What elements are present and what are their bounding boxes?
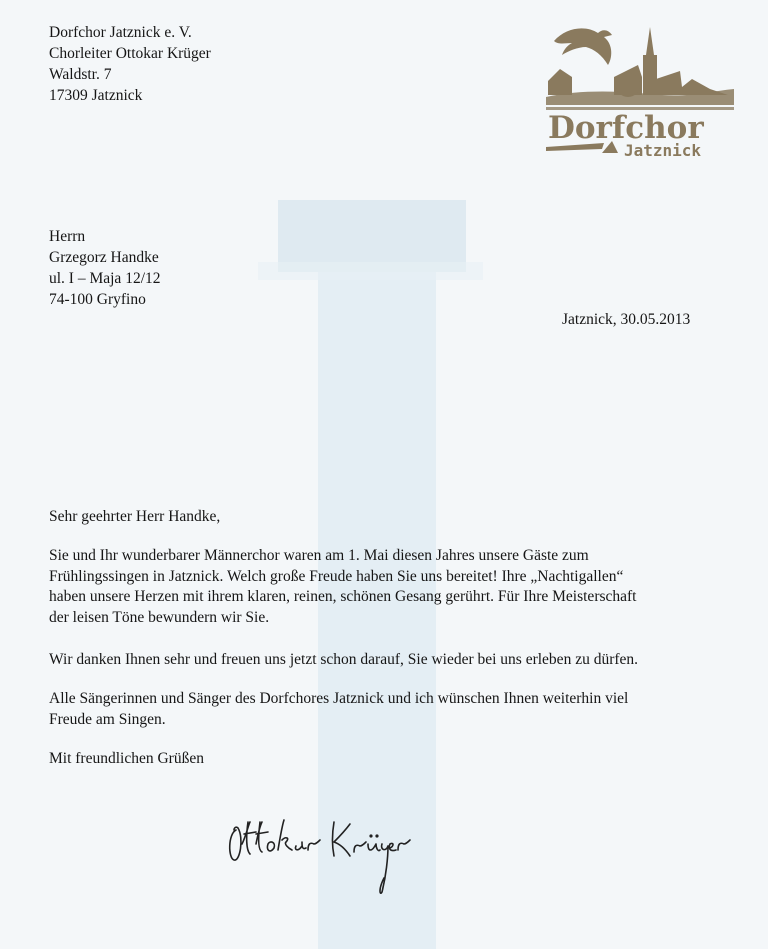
body-paragraph — [49, 689, 729, 730]
body-line: Sie und Ihr wunderbarer Männerchor waren am 1. Mai diesen Jahres unsere Gäste zum — [49, 547, 589, 564]
sender-line: Chorleiter Ottokar Krüger — [49, 45, 211, 62]
signature — [222, 816, 412, 900]
sender-line: Dorfchor Jatznick e. V. — [49, 24, 192, 41]
sender-address — [49, 22, 211, 106]
closing: Mit freundlichen Grüßen — [49, 750, 204, 767]
body-line: Alle Sängerinnen und Sänger des Dorfchores Jatznick und ich wünschen Ihnen weiterhin viel — [49, 690, 629, 707]
body-line: der leisen Töne bewundern wir Sie. — [49, 608, 270, 626]
body-line: Wir danken Ihnen sehr und freuen uns jetzt schon darauf, Sie wieder bei uns erleben zu dürfen. — [49, 651, 639, 668]
salutation: Sehr geehrter Herr Handke, — [49, 508, 221, 525]
letter-date: Jatznick, 30.05.2013 — [562, 311, 691, 328]
sender-line: 17309 Jatznick — [49, 87, 143, 104]
body-line: Frühlingssingen in Jatznick. Welch große Freude haben Sie uns bereitet! Ihre „Nachtigallen“ — [49, 567, 624, 585]
body-line: haben unsere Herzen mit ihrem klaren, reinen, schönen Gesang gerührt. Für Ihre Meisterschaft — [49, 588, 637, 605]
recipient-line: Herrn — [49, 228, 86, 245]
body-paragraph — [49, 650, 729, 671]
recipient-line: Grzegorz Handke — [49, 249, 159, 266]
dorfchor-logo — [542, 25, 738, 161]
recipient-line: ul. I – Maja 12/12 — [49, 270, 161, 287]
recipient-address — [49, 226, 161, 310]
sender-line: Waldstr. 7 — [49, 66, 112, 83]
logo-text-sub: Jatznick — [624, 141, 702, 160]
logo-text-main: Dorfchor — [548, 110, 704, 146]
recipient-line: 74-100 Gryfino — [49, 291, 146, 308]
body-line: Freude am Singen. — [49, 710, 166, 728]
body-paragraph — [49, 546, 729, 628]
